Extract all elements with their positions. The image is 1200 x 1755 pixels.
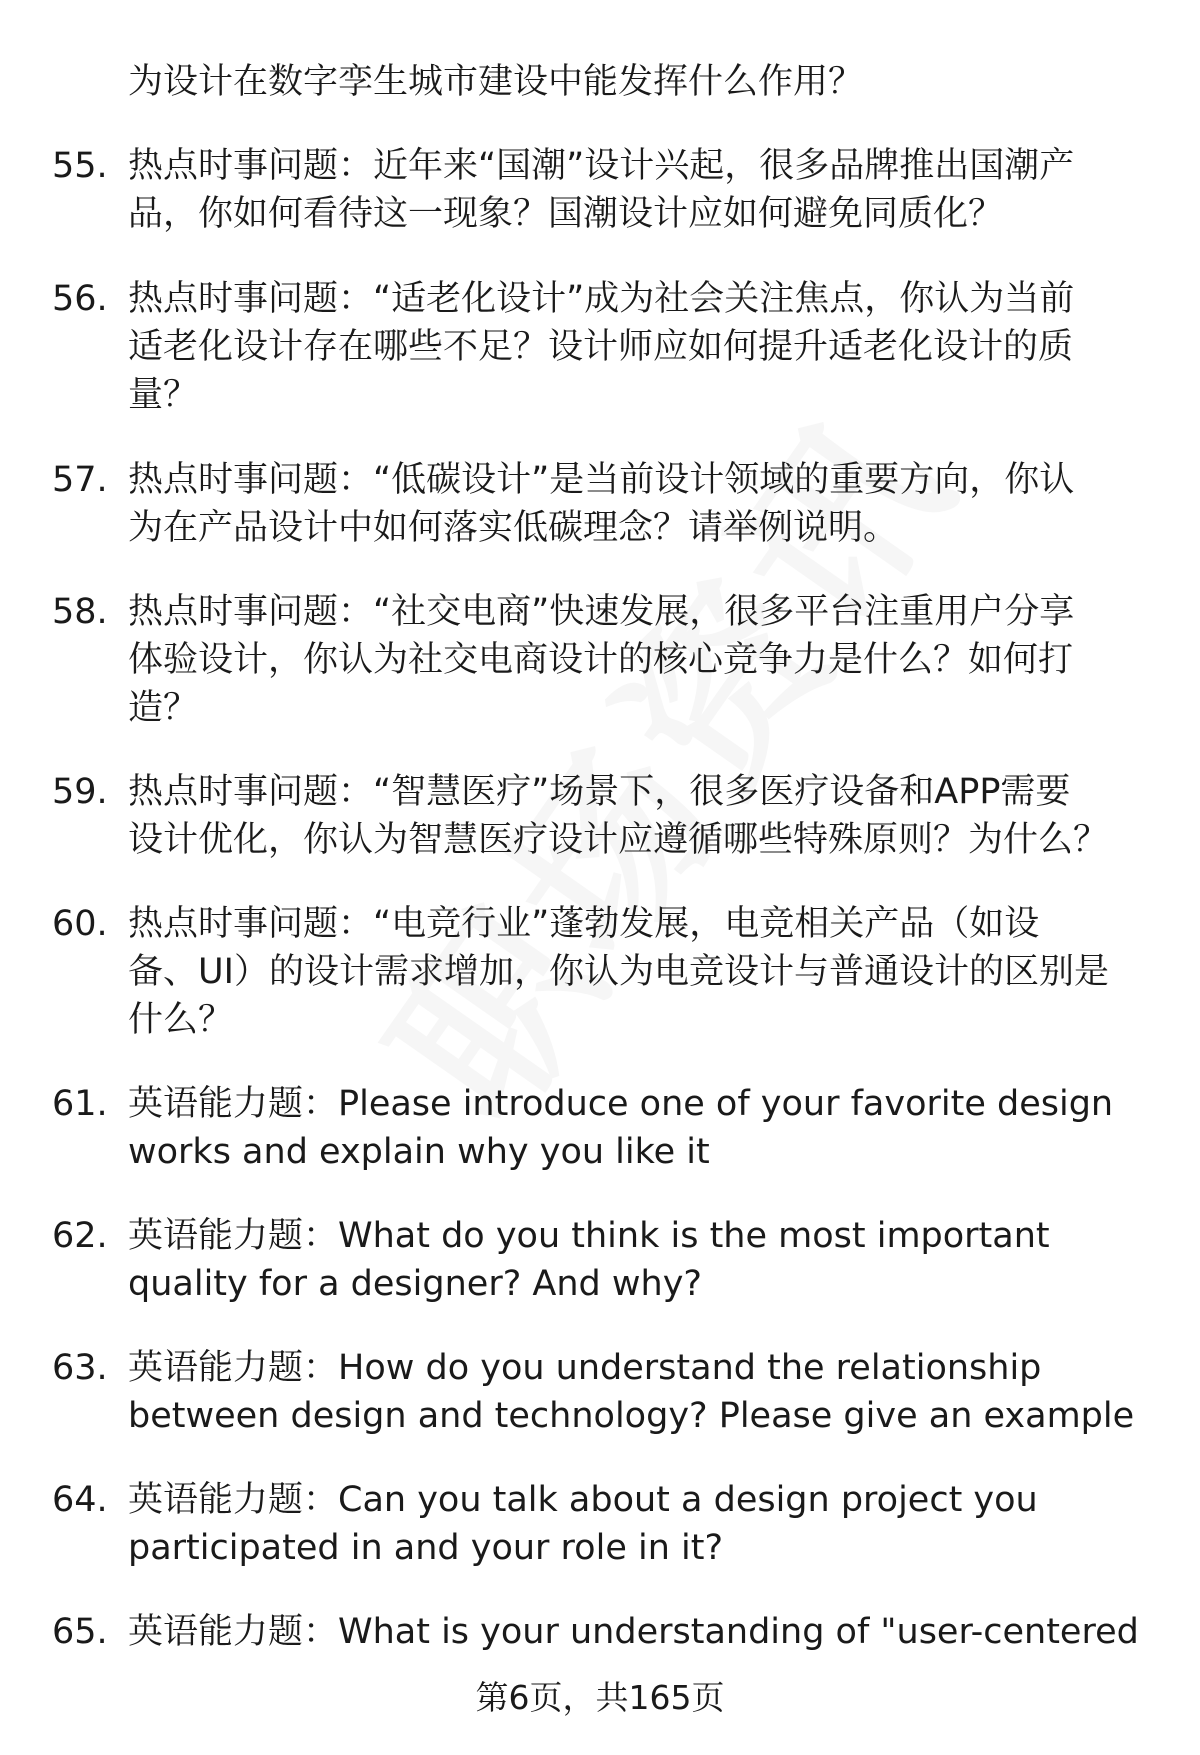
question-text-line: 热点时事问题：“低碳设计”是当前设计领域的重要方向，你认 xyxy=(128,460,1075,500)
question-text-line: 热点时事问题：“社交电商”快速发展，很多平台注重用户分享 xyxy=(128,592,1075,632)
question-number: 60. xyxy=(52,904,108,944)
question-text-line: quality for a designer? And why? xyxy=(128,1264,702,1304)
question-text-line: works and explain why you like it xyxy=(128,1132,710,1172)
question-number: 59. xyxy=(52,772,108,812)
question-item-60 xyxy=(52,900,1162,1044)
question-item-59 xyxy=(52,768,1162,864)
question-item-63 xyxy=(52,1344,1162,1440)
question-text-line: 英语能力题：Can you talk about a design project you xyxy=(128,1480,1038,1520)
question-text-line: 量？ xyxy=(128,375,199,415)
question-item-58 xyxy=(52,588,1162,732)
question-text-line: 设计优化，你认为智慧医疗设计应遵循哪些特殊原则？为什么？ xyxy=(128,820,1109,860)
question-item-56 xyxy=(52,275,1162,419)
question-number: 61. xyxy=(52,1084,108,1124)
question-text-line: 英语能力题：What do you think is the most important xyxy=(128,1216,1050,1256)
question-number: 65. xyxy=(52,1612,108,1652)
question-text-line: 英语能力题：What is your understanding of "user-centered xyxy=(128,1612,1139,1652)
question-text-line: 热点时事问题：“适老化设计”成为社会关注焦点，你认为当前 xyxy=(128,279,1075,319)
question-text-line: 什么？ xyxy=(128,1000,234,1040)
question-number: 58. xyxy=(52,592,108,632)
question-text-line: 体验设计，你认为社交电商设计的核心竞争力是什么？如何打 xyxy=(128,640,1074,680)
question-text-line: 为在产品设计中如何落实低碳理念？请举例说明。 xyxy=(128,508,899,548)
question-number: 64. xyxy=(52,1480,108,1520)
question-text-line: 英语能力题：How do you understand the relationship xyxy=(128,1348,1042,1388)
question-text-line: 热点时事问题：“智慧医疗”场景下，很多医疗设备和APP需要 xyxy=(128,772,1071,812)
question-item-62 xyxy=(52,1212,1162,1308)
question-item-55 xyxy=(52,142,1162,238)
continued-question-text: 为设计在数字孪生城市建设中能发挥什么作用？ xyxy=(128,62,864,102)
page-number-footer: 第6页，共165页 xyxy=(475,1678,725,1717)
question-text-line: 造？ xyxy=(128,688,199,728)
question-text-line: 热点时事问题：近年来“国潮”设计兴起，很多品牌推出国潮产 xyxy=(128,146,1075,186)
question-number: 63. xyxy=(52,1348,108,1388)
question-item-64 xyxy=(52,1476,1162,1572)
question-text-line: 英语能力题：Please introduce one of your favorite design xyxy=(128,1084,1114,1124)
question-number: 62. xyxy=(52,1216,108,1256)
question-number: 57. xyxy=(52,460,108,500)
question-text-line: 备、UI）的设计需求增加，你认为电竞设计与普通设计的区别是 xyxy=(128,952,1109,992)
question-text-line: 热点时事问题：“电竞行业”蓬勃发展，电竞相关产品（如设 xyxy=(128,904,1040,944)
question-text-line: 品，你如何看待这一现象？国潮设计应如何避免同质化？ xyxy=(128,194,1004,234)
question-item-65 xyxy=(52,1608,1162,1656)
question-text-line: 适老化设计存在哪些不足？设计师应如何提升适老化设计的质 xyxy=(128,327,1074,367)
question-text-line: participated in and your role in it? xyxy=(128,1528,724,1568)
question-item-57 xyxy=(52,456,1162,552)
question-number: 56. xyxy=(52,279,108,319)
question-number: 55. xyxy=(52,146,108,186)
question-item-61 xyxy=(52,1080,1162,1176)
question-text-line: between design and technology? Please give an example xyxy=(128,1396,1135,1436)
